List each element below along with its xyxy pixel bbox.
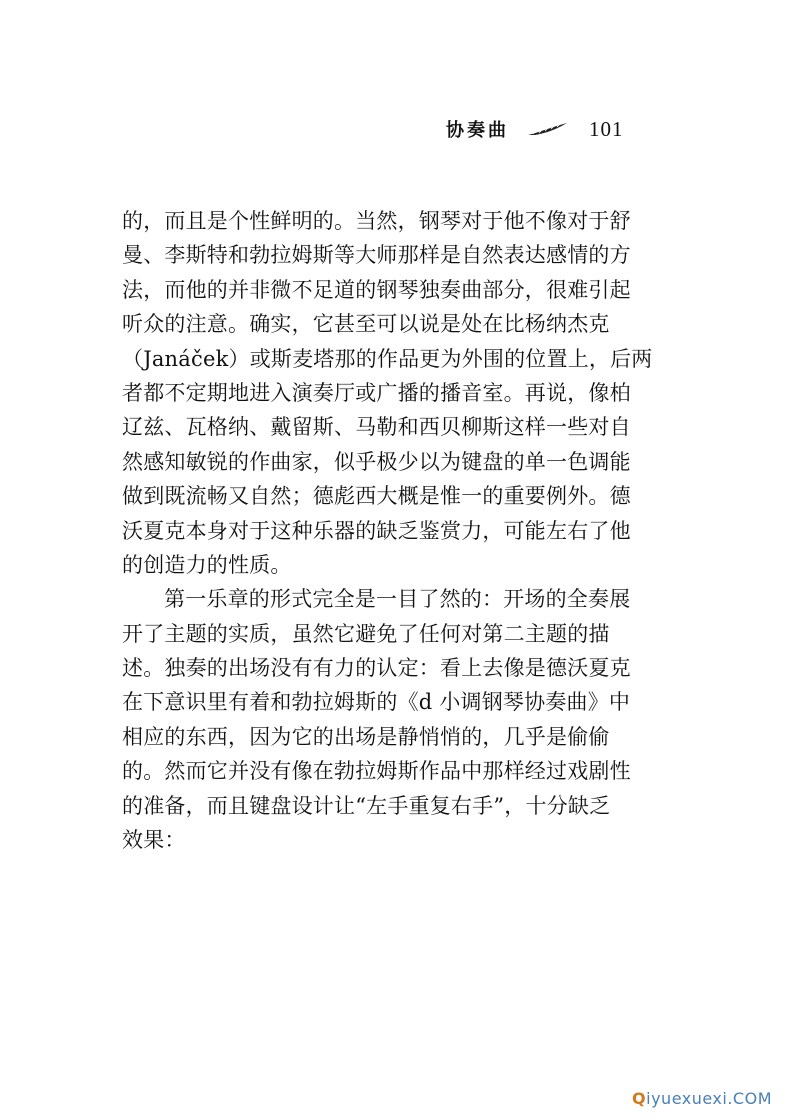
text-line: 的，而且是个性鲜明的。当然，钢琴对于他不像对于舒 xyxy=(122,209,631,233)
text-line: 法，而他的并非微不足道的钢琴独奏曲部分，很难引起 xyxy=(122,277,631,302)
text-line: 听众的注意。确实，它甚至可以说是处在比杨纳杰克 xyxy=(122,312,610,337)
text-line: 沃夏克本身对于这种乐器的缺乏鉴赏力，可能左右了他 xyxy=(122,518,631,543)
text-line: 者都不定期地进入演奏厅或广播的播音室。再说，像柏 xyxy=(122,380,631,405)
text-line: 开了主题的实质，虽然它避免了任何对第二主题的描 xyxy=(122,621,610,646)
watermark-rest: iyuexuexi.COM xyxy=(646,1089,772,1108)
body-text xyxy=(122,204,678,857)
page-number: 101 xyxy=(589,116,624,141)
text-line: 辽兹、瓦格纳、戴留斯、马勒和西贝柳斯这样一些对自 xyxy=(122,415,631,440)
text-line: 效果： xyxy=(122,828,186,853)
watermark-first-letter: Q xyxy=(632,1089,647,1108)
text-line: （Janáček）或斯麦塔那的作品更为外围的位置上，后两 xyxy=(122,346,653,371)
text-line: 做到既流畅又自然；德彪西大概是惟一的重要例外。德 xyxy=(122,484,631,509)
paragraph-first-line: 第一乐章的形式完全是一目了然的：开场的全奏展 xyxy=(164,587,631,612)
running-title: 协奏曲 xyxy=(446,120,509,141)
text-line: 的创造力的性质。 xyxy=(122,552,292,577)
site-watermark xyxy=(632,1089,772,1108)
text-line: 述。独奏的出场没有有力的认定：看上去像是德沃夏克 xyxy=(122,656,631,681)
text-line: 在下意识里有着和勃拉姆斯的《d 小调钢琴协奏曲》中 xyxy=(122,690,631,715)
text-line: 然感知敏锐的作曲家，似乎极少以为键盘的单一色调能 xyxy=(122,449,631,474)
text-line: 曼、李斯特和勃拉姆斯等大师那样是自然表达感情的方 xyxy=(122,243,631,268)
text-line: 的。然而它并没有像在勃拉姆斯作品中那样经过戏剧性 xyxy=(122,759,631,784)
text-line: 相应的东西，因为它的出场是静悄悄的，几乎是偷偷 xyxy=(122,724,610,749)
running-header xyxy=(446,116,624,142)
quill-flourish-icon xyxy=(527,121,569,137)
text-line: 的准备，而且键盘设计让“左手重复右手”，十分缺乏 xyxy=(122,793,611,818)
